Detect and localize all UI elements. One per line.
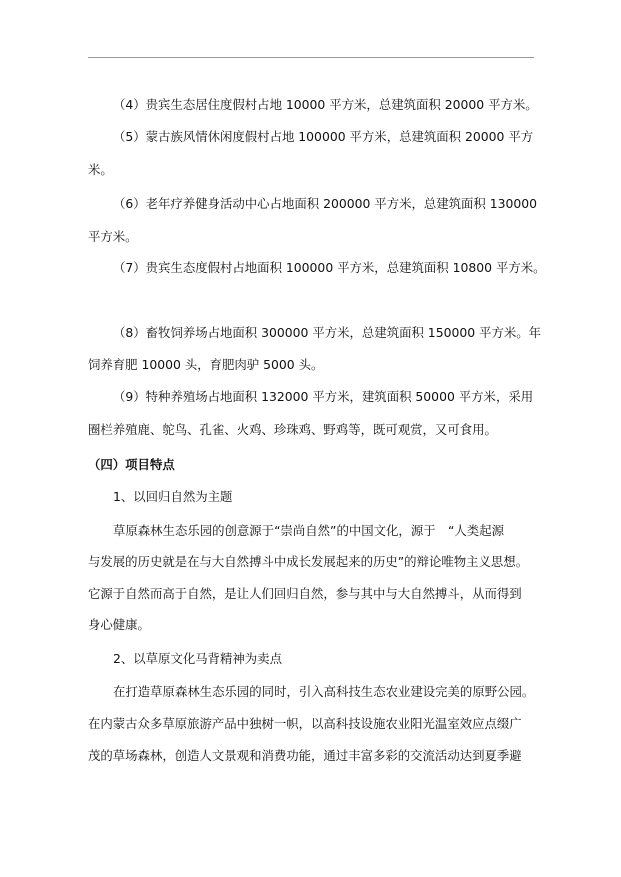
item-5-line: （5）蒙古族风情休闲度假村占地 100000 平方米，总建筑面积 20000 平方	[113, 129, 534, 144]
item-6-line: （6）老年疗养健身活动中心占地面积 200000 平方米，总建筑面积 130000	[113, 196, 538, 211]
para-2-line-1: 在打造草原森林生态乐园的同时，引入高科技生态农业建设完美的原野公园。	[113, 684, 535, 699]
item-7-line: （7）贵宾生态度假村占地面积 100000 平方米，总建筑面积 10800 平方米。	[113, 260, 546, 275]
subheading-2: 2、以草原文化马背精神为卖点	[113, 651, 282, 666]
section-heading: （四）项目特点	[88, 457, 175, 472]
item-8-line: （8）畜牧饲养场占地面积 300000 平方米，总建筑面积 150000 平方米。年	[113, 325, 542, 340]
item-9-line: （9）特种养殖场占地面积 132000 平方米，建筑面积 50000 平方米，采用	[113, 389, 534, 404]
item-9-cont: 圈栏养殖鹿、鸵鸟、孔雀、火鸡、珍珠鸡、野鸡等，既可观赏，又可食用。	[88, 422, 497, 437]
item-4-line: （4）贵宾生态居住度假村占地 10000 平方米，总建筑面积 20000 平方米。	[113, 97, 538, 112]
para-1-line-4: 身心健康。	[88, 617, 150, 632]
para-2-line-3: 茂的草场森林，创造人文景观和消费功能，通过丰富多彩的交流活动达到夏季避	[88, 748, 522, 763]
subheading-1: 1、以回归自然为主题	[113, 489, 233, 504]
item-6-cont: 平方米。	[88, 229, 138, 244]
header-rule	[88, 57, 534, 58]
para-1-line-2: 与发展的历史就是在与大自然搏斗中成长发展起来的历史”的辩论唯物主义思想。	[88, 554, 529, 569]
para-1-line-1: 草原森林生态乐园的创意源于“崇尚自然”的中国文化，源于 “人类起源	[113, 523, 504, 538]
para-2-line-2: 在内蒙古众多草原旅游产品中独树一帜，以高科技设施农业阳光温室效应点缀广	[88, 716, 522, 731]
para-1-line-3: 它源于自然而高于自然，是让人们回归自然，参与其中与大自然搏斗，从而得到	[88, 586, 522, 601]
item-8-cont: 饲养育肥 10000 头，育肥肉驴 5000 头。	[88, 357, 324, 372]
item-5-cont: 米。	[88, 162, 113, 177]
